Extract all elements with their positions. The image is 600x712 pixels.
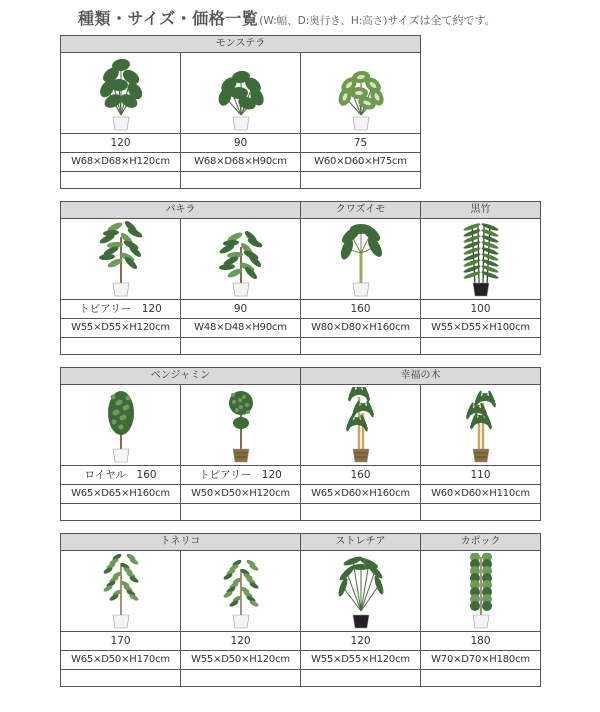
pachira-plant-image: [211, 221, 271, 297]
height-row: [61, 632, 541, 651]
product-image-cell: [61, 385, 181, 466]
image-row: [61, 551, 541, 632]
product-height-label: 90: [181, 300, 301, 319]
image-row: [61, 53, 421, 134]
product-image-cell: [301, 53, 421, 134]
dracaena-short-plant-image: [451, 387, 511, 463]
product-dimensions: W55×D55×H120cm: [61, 319, 181, 338]
product-image-cell: [181, 219, 301, 300]
benjamin-dense-plant-image: [91, 387, 151, 463]
product-table: [60, 367, 541, 521]
product-price-cell: [61, 172, 181, 189]
product-image-cell: [181, 551, 301, 632]
dracaena-plant-image: [331, 387, 391, 463]
product-dimensions: W68×D68×H120cm: [61, 153, 181, 172]
product-dimensions: W65×D50×H170cm: [61, 651, 181, 670]
product-height-label: 180: [421, 632, 541, 651]
product-dimensions: W48×D48×H90cm: [181, 319, 301, 338]
tonerico-plant-image: [91, 553, 151, 629]
product-price-cell: [421, 670, 541, 687]
product-height-label: 160: [301, 300, 421, 319]
product-dimensions: W65×D60×H160cm: [301, 485, 421, 504]
product-price-cell: [301, 670, 421, 687]
category-header: モンステラ: [61, 36, 421, 53]
product-table: [60, 533, 541, 687]
product-price-cell: [421, 338, 541, 355]
monstera-tall-plant-image: [91, 55, 151, 131]
product-table: [60, 35, 421, 189]
product-height-label: 120: [61, 134, 181, 153]
product-price-cell: [181, 670, 301, 687]
category-header: トネリコ: [61, 534, 301, 551]
product-price-cell: [61, 670, 181, 687]
category-header: クワズイモ: [301, 202, 421, 219]
category-header: パキラ: [61, 202, 301, 219]
product-image-cell: [61, 551, 181, 632]
product-dimensions: W55×D55×H120cm: [301, 651, 421, 670]
category-header: カポック: [421, 534, 541, 551]
product-image-cell: [61, 53, 181, 134]
category-header: 黒竹: [421, 202, 541, 219]
product-height-label: 120: [181, 632, 301, 651]
product-height-label: トピアリー 120: [181, 466, 301, 485]
product-price-cell: [301, 504, 421, 521]
product-image-cell: [421, 551, 541, 632]
product-dimensions: W50×D50×H120cm: [181, 485, 301, 504]
product-height-label: 100: [421, 300, 541, 319]
kuwazu-plant-image: [331, 221, 391, 297]
product-dimensions: W60×D60×H110cm: [421, 485, 541, 504]
product-image-cell: [61, 219, 181, 300]
product-image-cell: [421, 385, 541, 466]
product-dimensions: W68×D68×H90cm: [181, 153, 301, 172]
product-dimensions: W65×D65×H160cm: [61, 485, 181, 504]
product-price-cell: [421, 504, 541, 521]
product-image-cell: [181, 385, 301, 466]
title-main: 種類・サイズ・価格一覧: [78, 9, 259, 28]
product-image-cell: [421, 219, 541, 300]
monstera-var-plant-image: [331, 55, 391, 131]
product-price-cell: [61, 338, 181, 355]
height-row: [61, 134, 421, 153]
product-price-cell: [181, 172, 301, 189]
product-table: [60, 201, 541, 355]
size-row: [61, 319, 541, 338]
category-header: ストレチア: [301, 534, 421, 551]
size-row: [61, 651, 541, 670]
product-height-label: 170: [61, 632, 181, 651]
product-height-label: 90: [181, 134, 301, 153]
monstera-plant-image: [211, 55, 271, 131]
product-height-label: 110: [421, 466, 541, 485]
product-height-label: ロイヤル 160: [61, 466, 181, 485]
product-dimensions: W70×D70×H180cm: [421, 651, 541, 670]
size-row: [61, 485, 541, 504]
benjamin-topiary-plant-image: [211, 387, 271, 463]
height-row: [61, 300, 541, 319]
product-height-label: トピアリー 120: [61, 300, 181, 319]
page-title: [78, 6, 496, 29]
title-sub: (W:幅、D:奥行き、H:高さ): [259, 15, 388, 27]
product-price-cell: [181, 504, 301, 521]
product-price-cell: [301, 172, 421, 189]
product-height-label: 120: [301, 632, 421, 651]
product-image-cell: [181, 53, 301, 134]
pachira-tall-plant-image: [91, 221, 151, 297]
product-height-label: 160: [301, 466, 421, 485]
title-note: サイズは全て約です。: [387, 14, 496, 27]
category-header-row: [61, 368, 541, 385]
product-dimensions: W55×D50×H120cm: [181, 651, 301, 670]
tonerico-short-plant-image: [211, 553, 271, 629]
price-row: [61, 338, 541, 355]
product-dimensions: W55×D55×H100cm: [421, 319, 541, 338]
product-image-cell: [301, 219, 421, 300]
product-dimensions: W60×D60×H75cm: [301, 153, 421, 172]
price-row: [61, 670, 541, 687]
product-height-label: 75: [301, 134, 421, 153]
product-price-cell: [61, 504, 181, 521]
product-price-cell: [301, 338, 421, 355]
product-image-cell: [301, 551, 421, 632]
category-header: ベンジャミン: [61, 368, 301, 385]
kapok-plant-image: [451, 553, 511, 629]
size-row: [61, 153, 421, 172]
category-header-row: [61, 36, 421, 53]
product-price-cell: [181, 338, 301, 355]
product-dimensions: W80×D80×H160cm: [301, 319, 421, 338]
price-row: [61, 504, 541, 521]
price-row: [61, 172, 421, 189]
strelitzia-plant-image: [331, 553, 391, 629]
category-header-row: [61, 534, 541, 551]
image-row: [61, 385, 541, 466]
category-header-row: [61, 202, 541, 219]
bamboo-plant-image: [451, 221, 511, 297]
category-header: 幸福の木: [301, 368, 541, 385]
image-row: [61, 219, 541, 300]
height-row: [61, 466, 541, 485]
product-image-cell: [301, 385, 421, 466]
